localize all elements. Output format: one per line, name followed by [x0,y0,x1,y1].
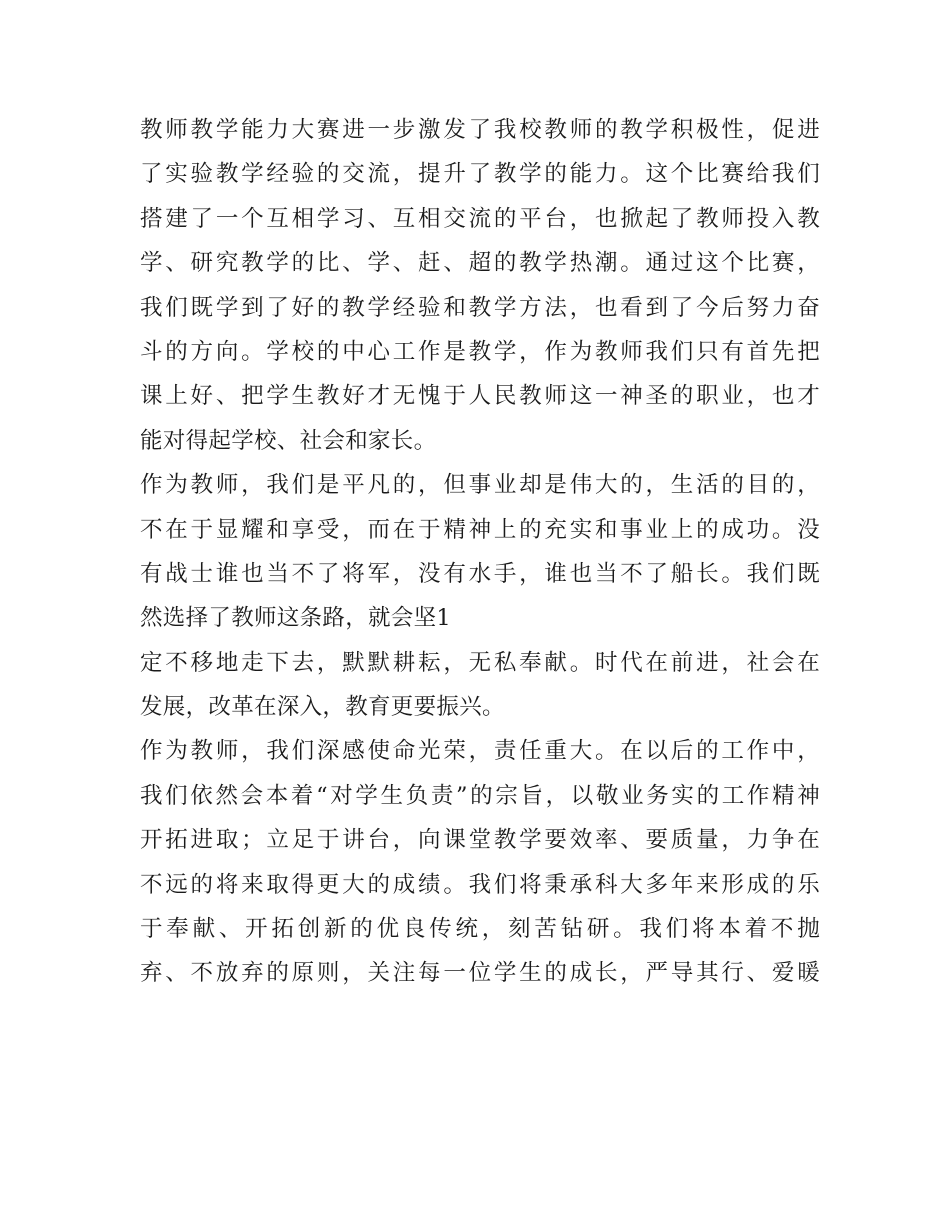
text-line: 我们依然会本着“对学生负责”的宗旨，以敬业务实的工作精神 [140,782,820,809]
text-line: 作为教师，我们深感使命光荣，责任重大。在以后的工作中， [140,738,820,765]
text-line: 不在于显耀和享受，而在于精神上的充实和事业上的成功。没 [140,516,820,543]
text-line: 课上好、把学生教好才无愧于人民教师这一神圣的职业，也才 [140,383,820,410]
text-line: 定不移地走下去，默默耕耘，无私奉献。时代在前进，社会在 [140,649,820,676]
text-line: 能对得起学校、社会和家长。 [140,427,437,454]
text-line: 我们既学到了好的教学经验和教学方法，也看到了今后努力奋 [140,294,820,321]
text-line: 然选择了教师这条路，就会坚1 [140,605,452,632]
text-line: 学、研究教学的比、学、赶、超的教学热潮。通过这个比赛， [140,250,820,277]
text-line: 有战士谁也当不了将军，没有水手，谁也当不了船长。我们既 [140,560,820,587]
text-line: 开拓进取；立足于讲台，向课堂教学要效率、要质量，力争在 [140,827,820,854]
text-line: 斗的方向。学校的中心工作是教学，作为教师我们只有首先把 [140,338,820,365]
text-line: 了实验教学经验的交流，提升了教学的能力。这个比赛给我们 [140,161,820,188]
document-body [140,108,820,996]
text-line: 发展，改革在深入，教育更要振兴。 [140,694,505,721]
text-line: 弃、不放弃的原则，关注每一位学生的成长，严导其行、爱暖 [140,960,820,987]
text-line: 不远的将来取得更大的成绩。我们将秉承科大多年来形成的乐 [140,871,820,898]
text-line: 搭建了一个互相学习、互相交流的平台，也掀起了教师投入教 [140,205,820,232]
text-line: 作为教师，我们是平凡的，但事业却是伟大的，生活的目的， [140,472,820,499]
text-line: 于奉献、开拓创新的优良传统，刻苦钻研。我们将本着不抛 [140,916,820,943]
text-line: 教师教学能力大赛进一步激发了我校教师的教学积极性，促进 [140,117,820,143]
